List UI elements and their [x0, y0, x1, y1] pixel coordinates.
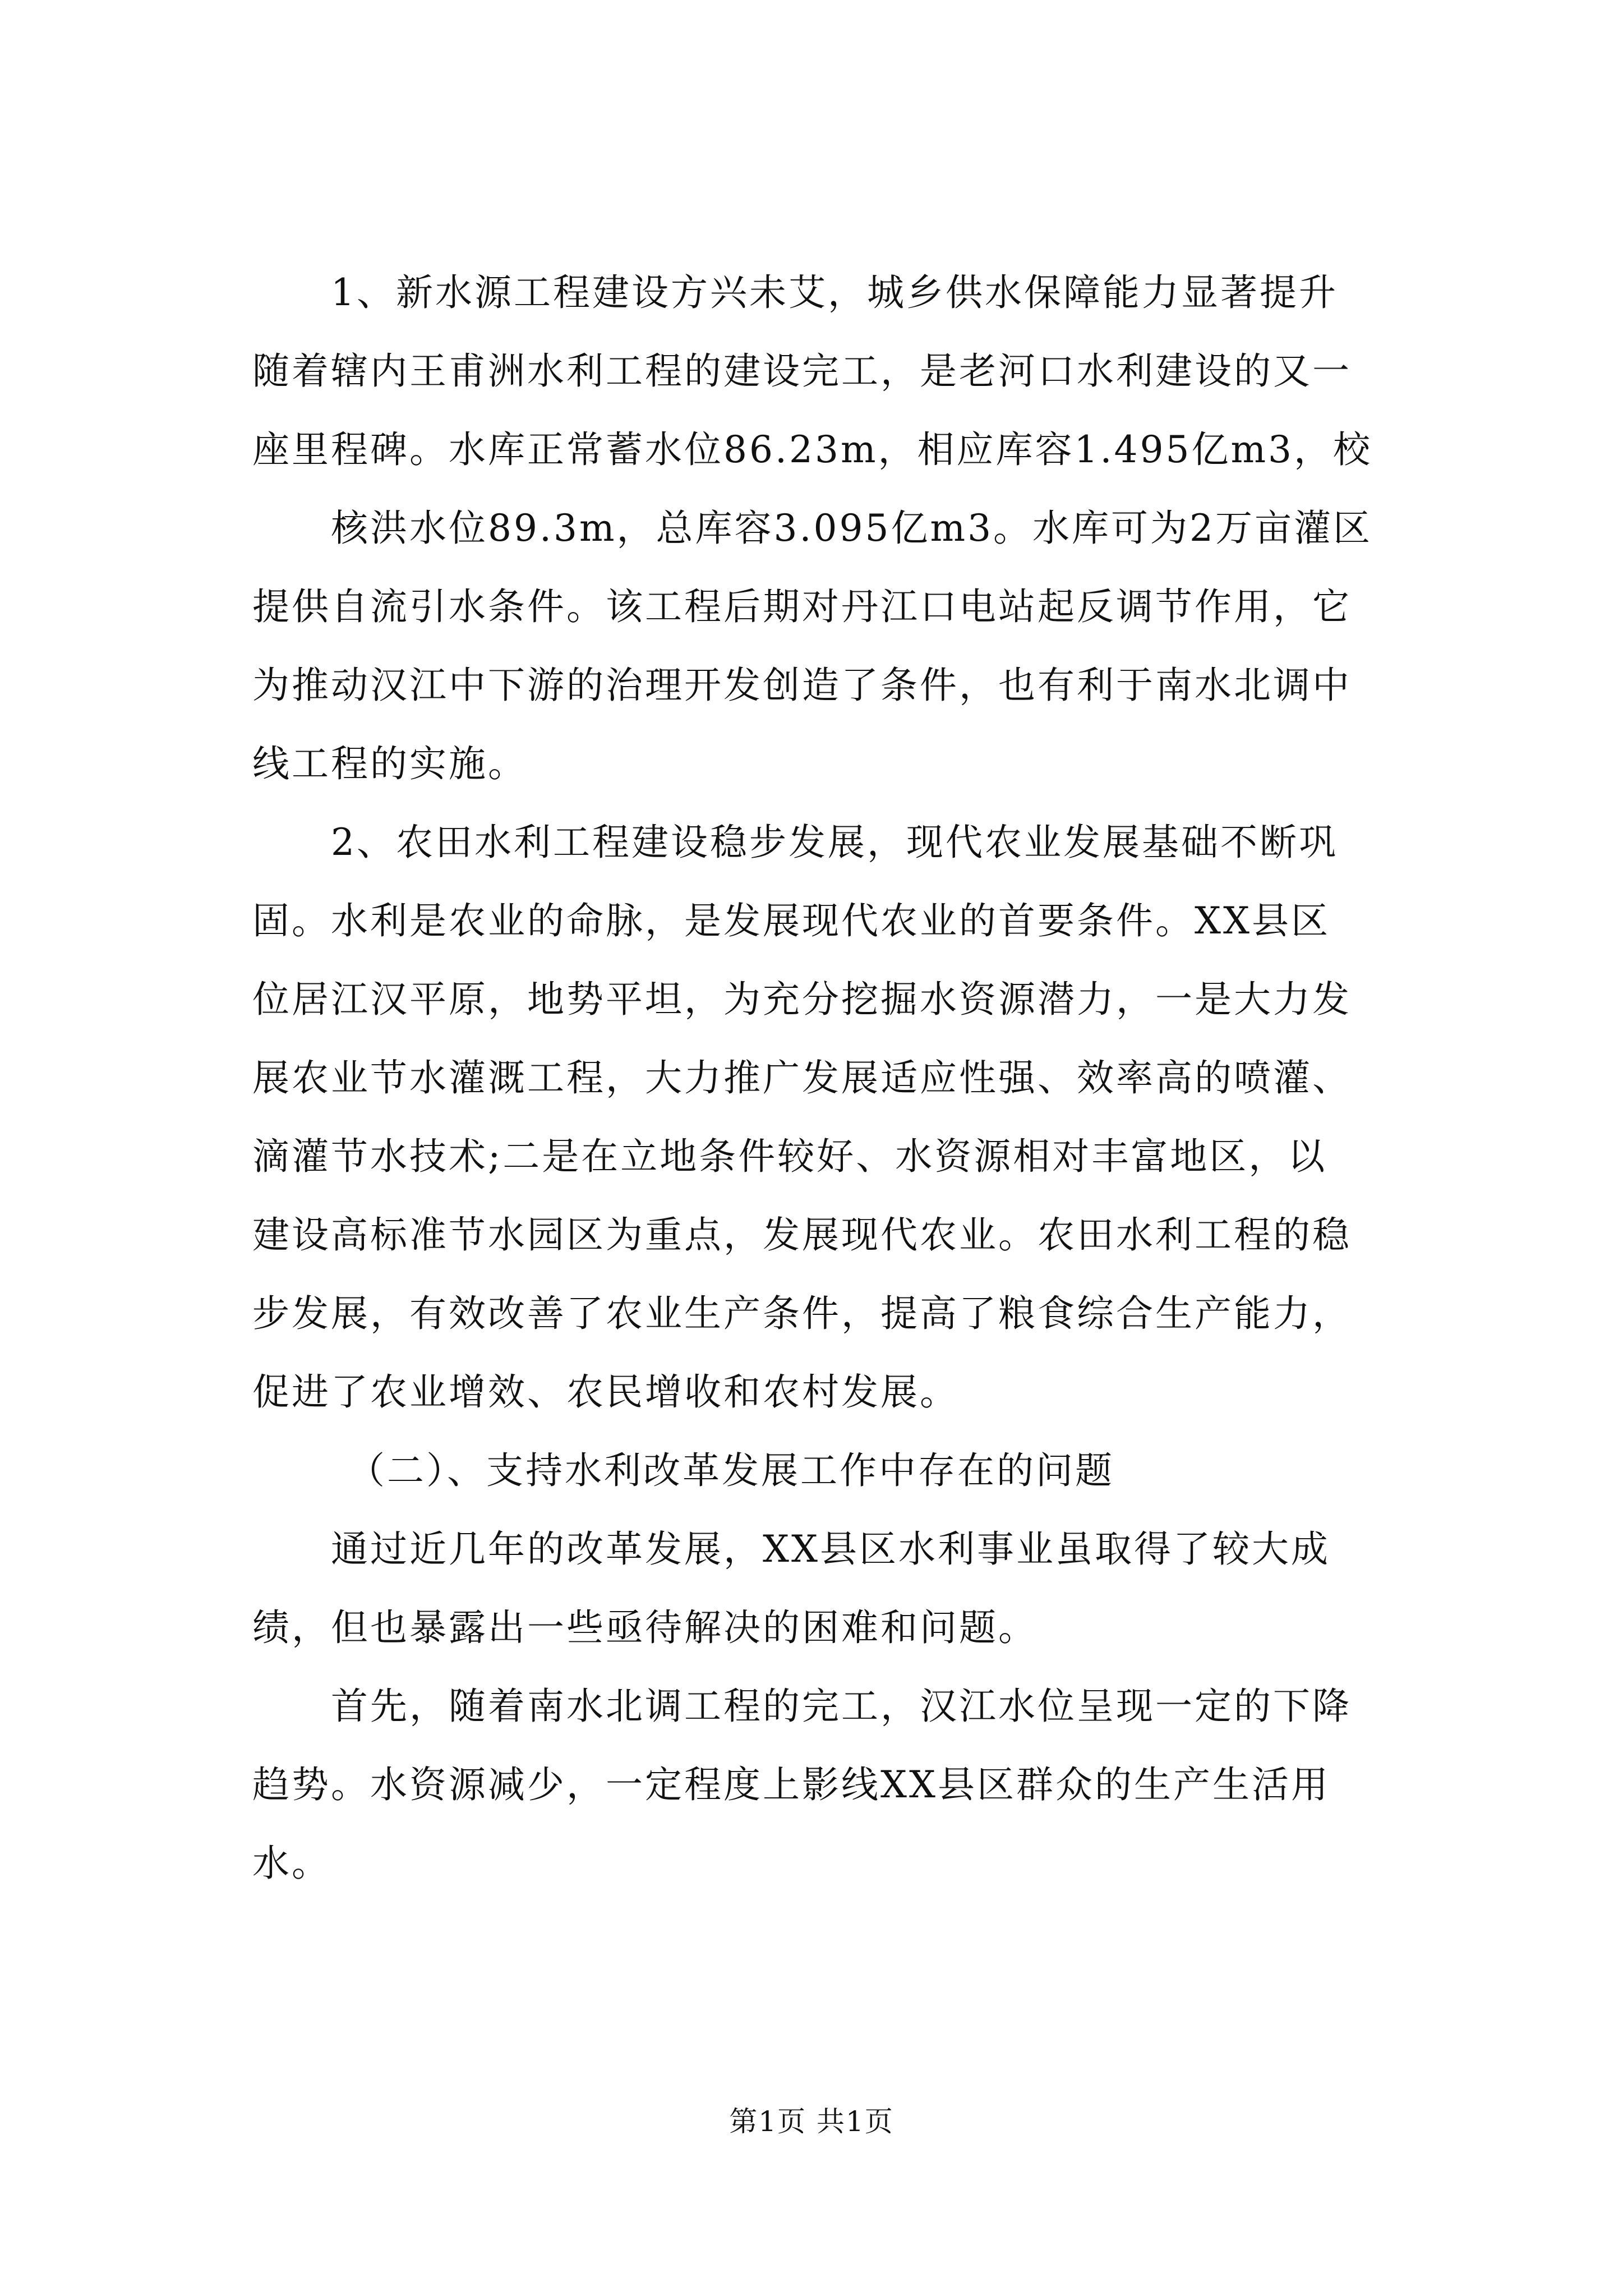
- paragraph-2-line-6: 建设高标准节水园区为重点，发展现代农业。农田水利工程的稳: [252, 1213, 1352, 1257]
- paragraph-1-line-6: 为推动汉江中下游的治理开发创造了条件，也有利于南水北调中: [252, 664, 1352, 707]
- paragraph-2-line-8: 促进了农业增效、农民增收和农村发展。: [252, 1370, 959, 1414]
- paragraph-1-line-2: 随着辖内王甫洲水利工程的建设完工，是老河口水利建设的又一: [252, 349, 1352, 393]
- paragraph-4-line-2: 趋势。水资源减少，一定程度上影线XX县区群众的生产生活用: [252, 1763, 1330, 1806]
- paragraph-1-line-7: 线工程的实施。: [252, 742, 527, 785]
- paragraph-3-line-1: 通过近几年的改革发展，XX县区水利事业虽取得了较大成: [331, 1527, 1330, 1571]
- page-number-footer: 第1页 共1页: [729, 2105, 894, 2138]
- paragraph-4-line-1: 首先，随着南水北调工程的完工，汉江水位呈现一定的下降: [331, 1685, 1352, 1728]
- paragraph-1-line-5: 提供自流引水条件。该工程后期对丹江口电站起反调节作用，它: [252, 585, 1352, 628]
- paragraph-4-line-3: 水。: [252, 1842, 331, 1885]
- paragraph-2-line-5: 滴灌节水技术;二是在立地条件较好、水资源相对丰富地区，以: [252, 1135, 1327, 1178]
- paragraph-2-heading-line: 2、农田水利工程建设稳步发展，现代农业发展基础不断巩: [331, 821, 1338, 864]
- paragraph-3-line-2: 绩，但也暴露出一些亟待解决的困难和问题。: [252, 1606, 1038, 1649]
- paragraph-1-line-3: 座里程碑。水库正常蓄水位86.23m，相应库容1.495亿m3，校: [252, 428, 1373, 471]
- paragraph-1-line-4: 核洪水位89.3m，总库容3.095亿m3。水库可为2万亩灌区: [331, 507, 1373, 550]
- paragraph-2-line-4: 展农业节水灌溉工程，大力推广发展适应性强、效率高的喷灌、: [252, 1056, 1352, 1099]
- paragraph-2-line-3: 位居江汉平原，地势平坦，为充分挖掘水资源潜力，一是大力发: [252, 978, 1352, 1021]
- paragraph-2-line-2: 固。水利是农业的命脉，是发展现代农业的首要条件。XX县区: [252, 899, 1330, 942]
- document-body: [252, 254, 1430, 1903]
- paragraph-2-line-7: 步发展，有效改善了农业生产条件，提高了粮食综合生产能力，: [252, 1292, 1352, 1335]
- section-heading: （二）、支持水利改革发展工作中存在的问题: [348, 1449, 1114, 1492]
- paragraph-1-heading-line: 1、新水源工程建设方兴未艾，城乡供水保障能力显著提升: [331, 271, 1338, 314]
